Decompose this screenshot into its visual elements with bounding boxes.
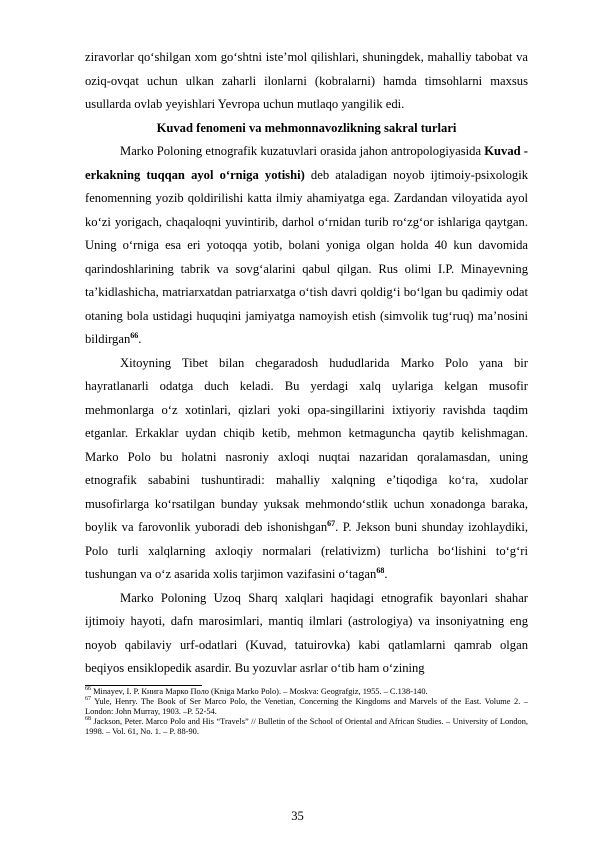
footnote-number: 67: [85, 695, 91, 702]
document-page: [85, 46, 528, 737]
paragraph-tibet-text-a: Xitoyning Tibet bilan chegaradosh hududlarida Marko Polo yana bir hayratlanarli odatga duch keladi. Bu yerdagi xalq uylariga kelgan musofir mehmonlarga o‘z xotinlari, qizlari yoki opa-singillarini ixtiyoriy ravishda taqdim etganlar. Erkaklar uydan chiqib ketib, mehmon ketmaguncha qaytib kelishmagan. Marko Polo bu holatni nasroniy axloqi nuqtai nazaridan qoralamasdan, uning etnografik sababini tushuntiradi: mahalliy xalqning e’tiqodiga ko‘ra, xudolar musofirlarga ko‘rsatilgan bunday yuksak mehmondo‘stlik uchun xonadonga baraka, boylik va farovonlik yuboradi deb ishonishgan: [85, 355, 528, 534]
kuvad-term: Kuvad - erkakning tuqqan ayol o‘rniga yotishi): [85, 144, 528, 182]
footnote-ref-67[interactable]: 67: [327, 518, 336, 528]
footnote-number: 66: [85, 685, 91, 692]
footnote-text: Yule, Henry. The Book of Ser Marco Polo, the Venetian, Concerning the Kingdoms and Marvels of the East. Volume 2. – London: John Murray, 1903. –P. 52-54.: [85, 696, 528, 716]
paragraph-kuvad-end: .: [138, 332, 142, 346]
footnote-text: Minayev, I. P. Книга Марко Поло (Kniga Marko Polo). – Moskva: Geografgiz, 1955. – C.138-140.: [91, 686, 428, 696]
footnote-68: [85, 717, 528, 737]
paragraph-intro: ziravorlar qo‘shilgan xom go‘shtni iste’mol qilishlari, shuningdek, mahalliy tabobat va oziq-ovqat uchun ulkan zaharli ilonlarni (kobralarni) hamda timsohlarni maxsus usullarda ovlab yeyishlari Yevropa uchun mutlaqo yangilik edi.: [85, 50, 528, 111]
footnote-text: Jackson, Peter. Marco Polo and His “Travels” // Bulletin of the School of Oriental and African Studies. – University of London, 1998. – Vol. 61, No. 1. – P. 88-90.: [85, 716, 528, 736]
footnote-number: 68: [85, 715, 91, 722]
footnote-ref-66[interactable]: 66: [130, 330, 139, 340]
paragraph-tibet-text-b: . P. Jekson buni shunday izohlaydiki, Polo turli xalqlarning axloqiy normalari (relativizm) turlicha bo‘lishini to‘g‘ri tushungan va o‘z asarida xolis tarjimon vazifasini o‘tagan: [85, 520, 528, 581]
paragraph-conclusion: Marko Poloning Uzoq Sharq xalqlari haqidagi etnografik bayonlari shahar ijtimoiy hayoti, dafn marosimlari, mantiq ilmlari (astrologiya) va insoniyatning eng noyob qabilaviy urf-odatlari (Kuvad, tatuirovka) kabi qatlamlarni qamrab olgan beqiyos ensiklopedik asardir. Bu yozuvlar asrlar o‘tib ham o‘zining: [85, 590, 528, 675]
footnote-66: [85, 687, 528, 697]
footnote-ref-68[interactable]: 68: [376, 565, 385, 575]
paragraph-kuvad-text-b: deb ataladigan noyob ijtimoiy-psixologik fenomenning yozib qoldirilishi katta ilmiy ahamiyatga ega. Zardandan viloyatida ayol ko‘zi yorigach, chaqaloqni yuvintirib, darhol o‘rnidan turib ro‘zg‘or ishlariga qaytgan. Uning o‘rniga esa eri yotoqqa yotib, bolani yoniga olgan holda 40 kun davomida qarindoshlarining tabrik va sovg‘alarini qabul qilgan. Rus olimi I.P. Minayevning ta’kidlashicha, matriarxatdan patriarxatga o‘tish davri qoldig‘i bo‘lgan bu qadimiy odat otaning bola ustidagi huquqini jamiyatga namoyish etish (simvolik tug‘ruq) ma’nosini bildirgan: [85, 167, 529, 346]
paragraph-tibet: [85, 352, 528, 587]
paragraph-kuvad-text-a: Marko Poloning etnografik kuzatuvlari orasida jahon antropologiyasida: [120, 144, 485, 158]
paragraph-tibet-end: .: [384, 567, 388, 581]
section-heading: Kuvad fenomeni va mehmonnavozlikning sakral turlari: [156, 120, 457, 135]
footnote-divider: [85, 685, 202, 686]
paragraph-kuvad: [85, 140, 528, 352]
footnote-67: [85, 697, 528, 717]
page-number: 35: [291, 809, 304, 823]
